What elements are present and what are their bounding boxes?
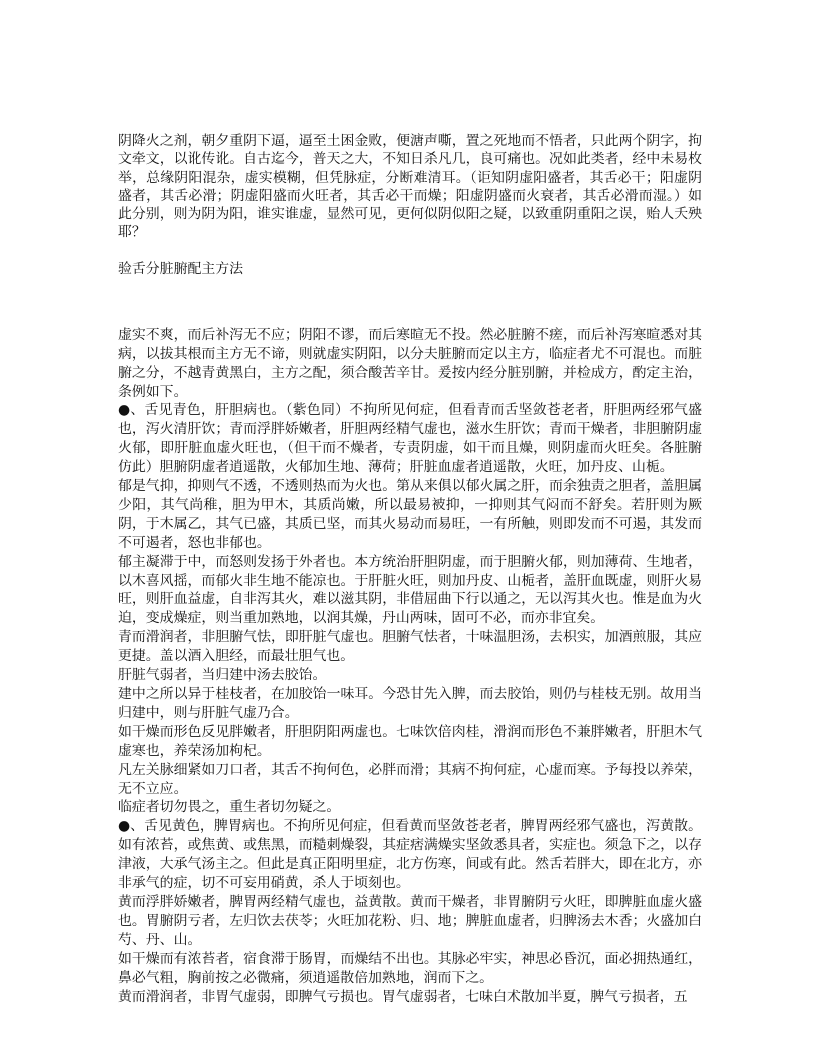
paragraph: 郁是气抑，抑则气不透，不透则热而为火也。第从来俱以郁火属之肝，而余独责之胆者，盖胆属少阳，其气尚稚，胆为甲木，其质尚嫩，所以最易被抑，一抑则其气闷而不舒矣。若肝则为厥阴，于木属乙，其气已盛，其质已坚，而其火易动而易旺，一有所触，则即发而不可遏，其发而不可遏者，怒也非郁也。: [118, 478, 702, 551]
paragraph: 黄而浮胖娇嫩者，脾胃两经精气虚也，益黄散。黄而干燥者，非胃腑阴亏火旺，即脾脏血虚火盛也。胃腑阴亏者，左归饮去茯苓；火旺加花粉、归、地；脾脏血虚者，归脾汤去木香；火盛加白芍、丹、山。: [118, 893, 702, 948]
paragraph: ●、舌见青色，肝胆病也。（紫色同）不拘所见何症，但看青而舌坚敛苍老者，肝胆两经邪气盛也，泻火清肝饮；青而浮胖娇嫩者，肝胆两经精气虚也，滋水生肝饮；青而干燥者，非胆腑阴虚火郁，即肝脏血虚火旺也，（但干而不燥者，专责阴虚，如干而且燥，则阴虚而火旺矣。各脏腑仿此）胆腑阴虚者逍遥散，火郁加生地、薄荷；肝脏血虚者逍遥散，火旺，加丹皮、山栀。: [118, 402, 702, 476]
intro-block: [118, 132, 702, 242]
paragraph: 青而滑润者，非胆腑气怯，即肝脏气虚也。胆腑气怯者，十味温胆汤，去枳实，加酒煎服，其应更捷。盖以酒入胆经，而最壮胆气也。: [118, 629, 702, 665]
body-text: [118, 326, 702, 1007]
paragraph: 黄而滑润者，非胃气虚弱，即脾气亏损也。胃气虚弱者，七味白术散加半夏，脾气亏损者，五: [118, 988, 688, 1005]
paragraph: ●、舌见黄色，脾胃病也。不拘所见何症，但看黄而坚敛苍老者，脾胃两经邪气盛也，泻黄散。如有浓苔，或焦黄、或焦黑，而糙刺燥裂，其症痞满燥实坚敛悉具者，实症也。须急下之，以存津液，大承气汤主之。但此是真正阳明里症，北方伤寒，间或有此。然舌若胖大，即在北方，亦非承气的症，切不可妄用硝黄，杀人于顷刻也。: [118, 818, 702, 892]
intro-paragraph: 阴降火之剂，朝夕重阴下逼，逼至土困金败，便溏声嘶，置之死地而不悟者，只此两个阴字，拘文牵文，以讹传讹。自古迄今，普天之大，不知日杀凡几，良可痛也。况如此类者，经中未易枚举，总缘阴阳混杂，虚实模糊，但凭脉症，分断难清耳。（讵知阴虚阳盛者，其舌必干；阳虚阴盛者，其舌必滑；阴虚阳盛而火旺者，其舌必干而燥；阳虚阴盛而火衰者，其舌必滑而湿。）如此分别，则为阴为阳，谁实谁虚，显然可见，更何似阴似阳之疑，以致重阴重阳之误，贻人夭殃耶？: [118, 133, 702, 241]
paragraph: 虚实不爽，而后补泻无不应；阴阳不谬，而后寒暄无不投。然必脏腑不瘥，而后补泻寒暄悉对其病，以拔其根而主方无不谛，则就虚实阴阳，以分夫脏腑而定以主方，临症者尤不可混也。而脏腑之分，不越青黄黑白，主方之配，须合酸苦辛甘。爰按内经分脏别腑，并检成方，酌定主治，条例如下。: [118, 326, 702, 400]
paragraph: 凡左关脉细紧如刀口者，其舌不拘何色，必胖而滑；其病不拘何症，心虚而寒。予每投以养荣，无不立应。: [118, 761, 702, 797]
paragraph: 郁主凝滞于中，而怒则发扬于外者也。本方统治肝胆阴虚，而于胆腑火郁，则加薄荷、生地者，以木喜风摇，而郁火非生地不能凉也。于肝脏火旺，则加丹皮、山栀者，盖肝血既虚，则肝火易旺，则肝血益虚，自非泻其火，难以滋其阴，非借屈曲下行以通之，无以泻其火也。惟是血为火迫，变成燥症，则当重加熟地，以润其燥，丹山两味，固可不必，而亦非宜矣。: [118, 553, 702, 627]
section-heading: 验舌分脏腑配主方法: [118, 260, 244, 277]
paragraph: 肝脏气弱者，当归建中汤去胶饴。: [118, 667, 327, 684]
paragraph: 如干燥而形色反见胖嫩者，肝胆阴阳两虚也。七味饮倍肉桂，滑润而形色不兼胖嫩者，肝胆木气虚寒也，养荣汤加枸杞。: [118, 723, 702, 759]
paragraph: 建中之所以异于桂枝者，在加胶饴一味耳。今恐甘先入脾，而去胶饴，则仍与桂枝无别。故用当归建中，则与肝脏气虚乃合。: [118, 686, 702, 721]
paragraph: 如干燥而有浓苔者，宿食滞于肠胃，而燥结不出也。其脉必牢实，神思必昏沉，面必拥热通红，鼻必气粗，胸前按之必微痛，须逍遥散倍加熟地，润而下之。: [118, 950, 702, 986]
paragraph: 临症者切勿畏之，重生者切勿疑之。: [118, 799, 341, 816]
